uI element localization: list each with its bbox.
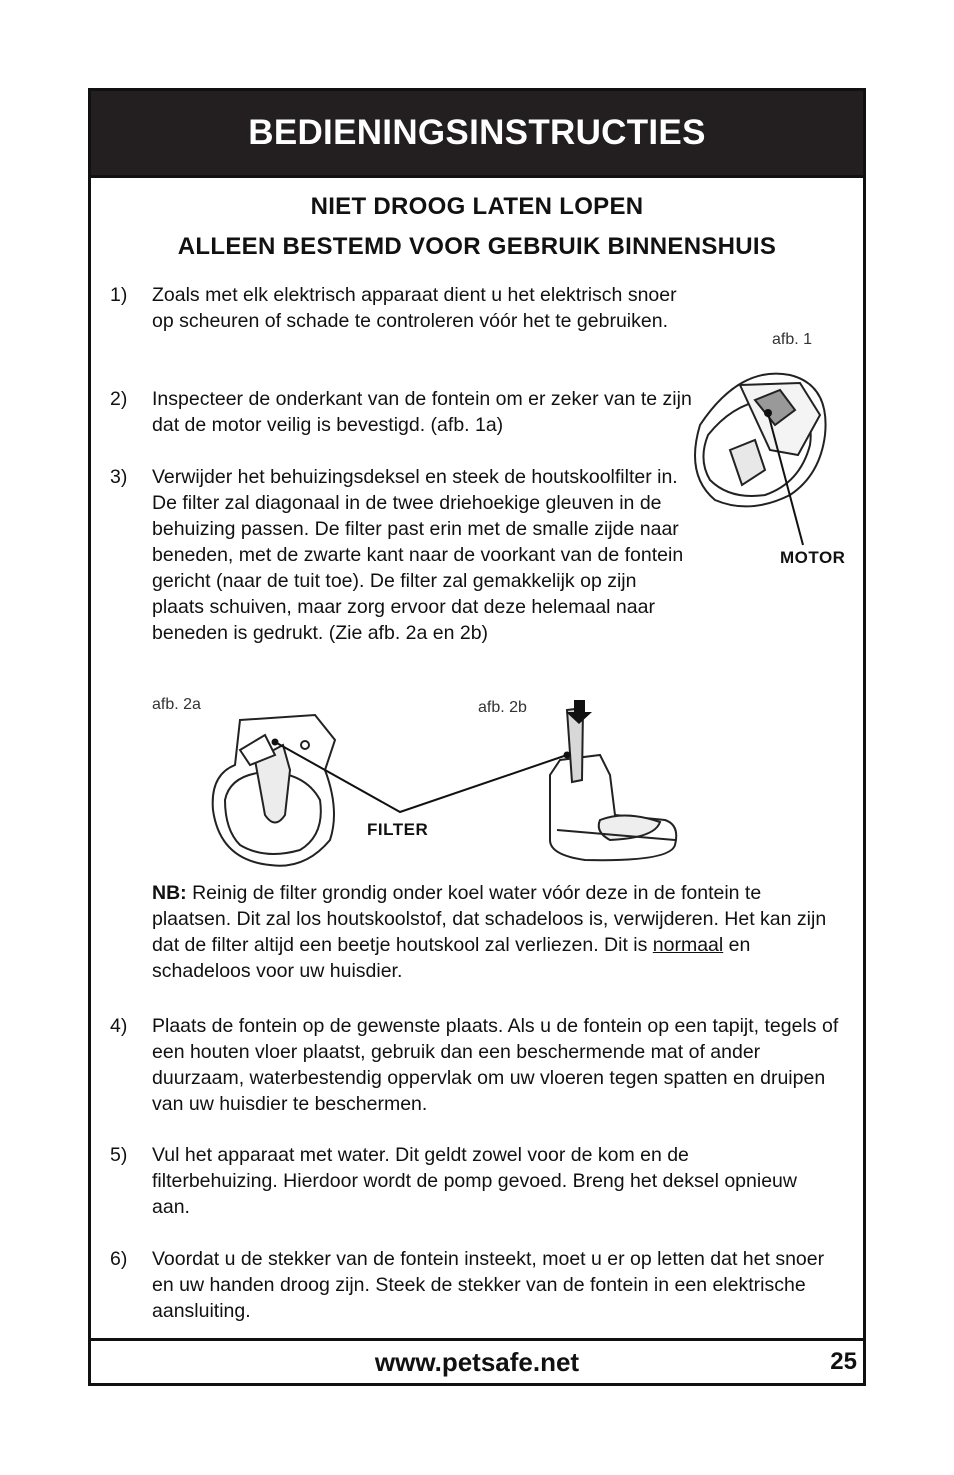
figure-2-filter-illustration: [205, 700, 685, 875]
figure-1-fountain-illustration: [680, 355, 840, 550]
note-text-2: en schadeloos voor uw huisdier.: [152, 934, 751, 982]
header-bar: [91, 91, 863, 178]
step-number: 4): [110, 1015, 128, 1037]
figure-1-caption: afb. 1: [772, 331, 813, 348]
step-number: 5): [110, 1144, 128, 1166]
step-number: 6): [110, 1248, 128, 1270]
subtitle-2: ALLEEN BESTEMD VOOR GEBRUIK BINNENSHUIS: [177, 233, 777, 260]
step-number: 1): [110, 284, 128, 306]
filter-label: FILTER: [367, 820, 429, 839]
page-number: 25: [830, 1348, 857, 1375]
step-text: Plaats de fontein op de gewenste plaats. Als u de fontein op een tapijt, tegels of een houten vloer plaatst, gebruik dan een beschermende mat of ander duurzaam, waterbestendig oppervlak om uw vloeren tegen spatten en druipen van uw huisdier te beschermen.: [152, 1015, 839, 1115]
note-underlined: normaal: [652, 934, 724, 956]
step-text: Inspecteer de onderkant van de fontein om er zeker van te zijn dat de motor veilig is bevestigd. (afb. 1a): [152, 388, 692, 436]
figure-2a-caption: afb. 2a: [152, 696, 201, 713]
note-prefix: NB:: [152, 882, 187, 904]
step-number: 3): [110, 466, 128, 488]
step-text: Zoals met elk elektrisch apparaat dient u het elektrisch snoer op scheuren of schade te controleren vóór het te gebruiken.: [152, 284, 677, 332]
note-paragraph: [152, 880, 832, 984]
note-text-1: Reinig de filter grondig onder koel water vóór deze in de fontein te plaatsen. Dit zal los houtskoolstof, dat schadeloos is, verwijderen. Het kan zijn dat de filter altijd een beetje houtskool zal verliezen. Dit is: [152, 882, 827, 956]
step-text: Voordat u de stekker van de fontein insteekt, moet u er op letten dat het snoer en uw handen droog zijn. Steek de stekker van de fontein in een elektrische aansluiting.: [152, 1248, 825, 1322]
footer-bar: [91, 1338, 863, 1383]
figure-2b-caption: afb. 2b: [478, 699, 527, 716]
motor-label: MOTOR: [780, 548, 846, 567]
step-text: Verwijder het behuizingsdeksel en steek de houtskoolfilter in. De filter zal diagonaal in de twee driehoekige gleuven in de behuizing passen. De filter past erin met de smalle zijde naar beneden, met de zwarte kant naar de voorkant van de fontein gericht (naar de tuit toe). De filter zal gemakkelijk op zijn plaats schuiven, maar zorg ervoor dat deze helemaal naar beneden is gedrukt. (Zie afb. 2a en 2b): [152, 466, 684, 644]
step-number: 2): [110, 388, 128, 410]
page-title: BEDIENINGSINSTRUCTIES: [248, 113, 706, 152]
subtitle-1: NIET DROOG LATEN LOPEN: [310, 193, 644, 220]
website-url[interactable]: www.petsafe.net: [374, 1347, 580, 1377]
step-text: Vul het apparaat met water. Dit geldt zowel voor de kom en de filterbehuizing. Hierdoor wordt de pomp gevoed. Breng het deksel opnieuw aan.: [152, 1144, 797, 1218]
